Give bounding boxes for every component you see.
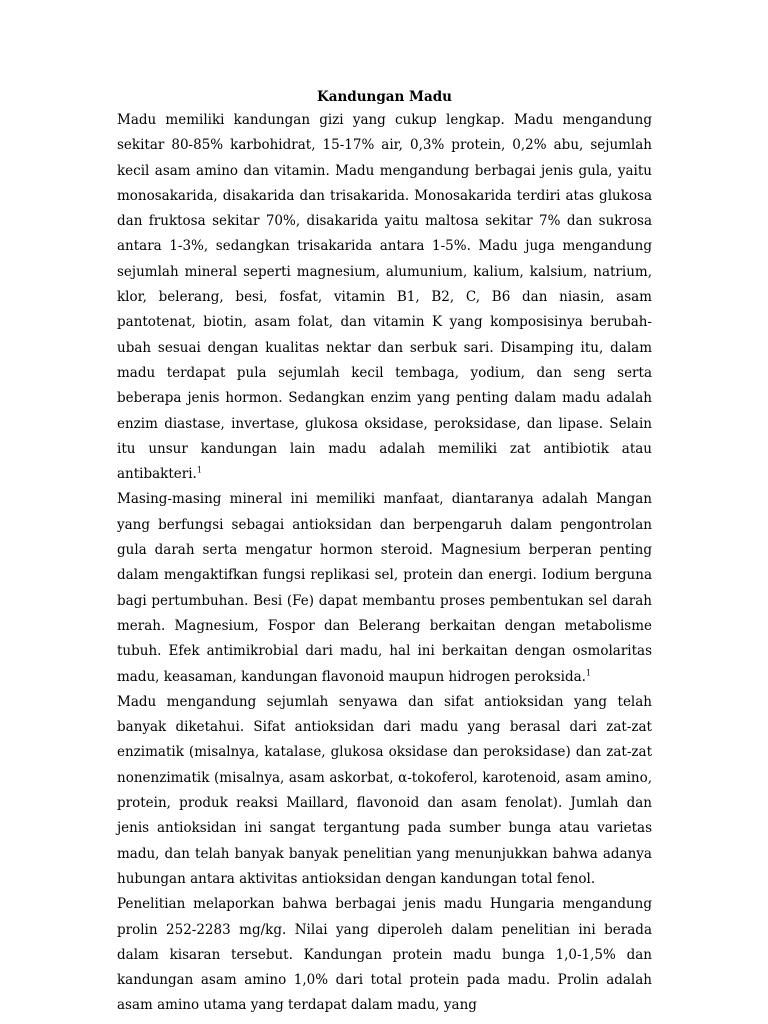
paragraph-text: Penelitian melaporkan bahwa berbagai jenis madu Hungaria mengandung prolin 252-2283 mg/kg. Nilai yang diperoleh dalam penelitian ini berada dalam kisaran tersebut. Kandungan protein madu bunga 1,0-1,5% dan kandungan asam amino 1,0% dari total protein pada madu. Prolin adalah asam amino utama yang terdapat dalam madu, yang — [117, 896, 652, 1014]
paragraph-minerals — [117, 487, 652, 689]
footnote-reference: 1 — [585, 668, 592, 678]
paragraph-text: Madu memiliki kandungan gizi yang cukup lengkap. Madu mengandung sekitar 80-85% karbohidrat, 15-17% air, 0,3% protein, 0,2% abu, sejumlah kecil asam amino dan vitamin. Madu mengandung berbagai jenis gula, yaitu monosakarida, disakarida dan trisakarida. Monosakarida terdiri atas glukosa dan fruktosa sekitar 70%, disakarida yaitu maltosa sekitar 7% dan sukrosa antara 1-3%, sedangkan trisakarida antara 1-5%. Madu juga mengandung sejumlah mineral seperti magnesium, alumunium, kalium, kalsium, natrium, klor, belerang, besi, fosfat, vitamin B1, B2, C, B6 dan niasin, asam pantotenat, biotin, asam folat, dan vitamin K yang komposisinya berubah-ubah sesuai dengan kualitas nektar dan serbuk sari. Disamping itu, dalam madu terdapat pula sejumlah kecil tembaga, yodium, dan seng serta beberapa jenis hormon. Sedangkan enzim yang penting dalam madu adalah enzim diastase, invertase, glukosa oksidase, peroksidase, dan lipase. Selain itu unsur kandungan lain madu adalah memiliki zat antibiotik atau antibakteri. — [117, 112, 652, 483]
document-page — [117, 86, 652, 1019]
paragraph-text: Madu mengandung sejumlah senyawa dan sifat antioksidan yang telah banyak diketahui. Sifat antioksidan dari madu yang berasal dari zat-zat enzimatik (misalnya, katalase, glukosa oksidase dan peroksidase) dan zat-zat nonenzimatik (misalnya, asam askorbat, α-tokoferol, karotenoid, asam amino, protein, produk reaksi Maillard, flavonoid dan asam fenolat). Jumlah dan jenis antioksidan ini sangat tergantung pada sumber bunga atau varietas madu, dan telah banyak banyak penelitian yang menunjukkan bahwa adanya hubungan antara aktivitas antioksidan dengan kandungan total fenol. — [117, 693, 652, 887]
paragraph-proline — [117, 892, 652, 1018]
document-title: Kandungan Madu — [316, 89, 452, 105]
paragraph-text: Masing-masing mineral ini memiliki manfaat, diantaranya adalah Mangan yang berfungsi sebagai antioksidan dan berpengaruh dalam pengontrolan gula darah serta mengatur hormon steroid. Magnesium berperan penting dalam mengaktifkan fungsi replikasi sel, protein dan energi. Iodium berguna bagi pertumbuhan. Besi (Fe) dapat membantu proses pembentukan sel darah merah. Magnesium, Fospor dan Belerang berkaitan dengan metabolisme tubuh. Efek antimikrobial dari madu, hal ini berkaitan dengan osmolaritas madu, keasaman, kandungan flavonoid maupun hidrogen peroksida. — [117, 491, 652, 685]
paragraph-antioxidants — [117, 690, 652, 892]
footnote-reference: 1 — [196, 465, 202, 475]
paragraph-composition — [117, 108, 652, 487]
